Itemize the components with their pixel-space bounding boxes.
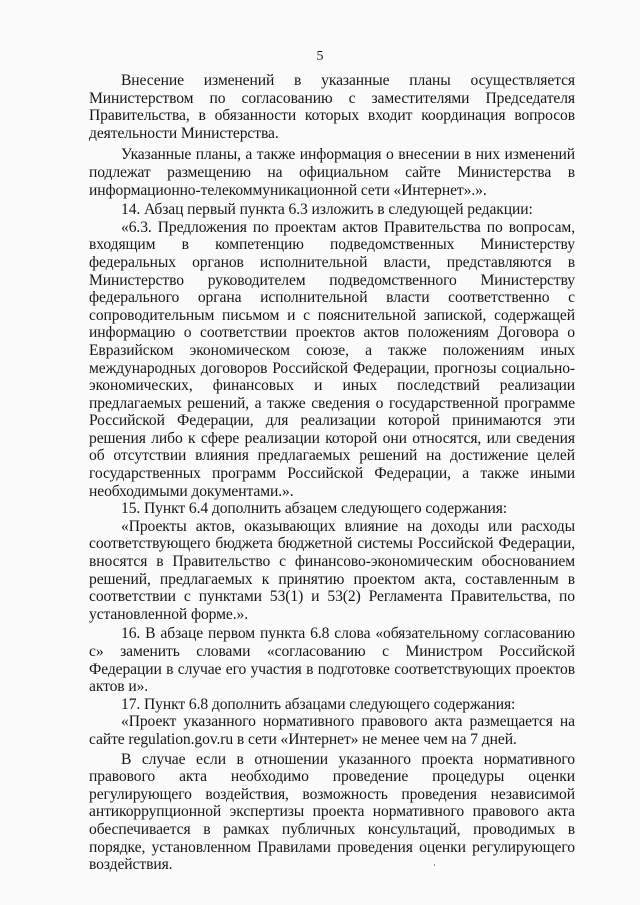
scan-speck: [434, 864, 435, 866]
paragraph-item-14: 14. Абзац первый пункта 6.3 изложить в следующей редакции:: [121, 201, 533, 219]
document-body: [89, 72, 575, 874]
page-number: 5: [316, 49, 324, 64]
paragraph-item-6-4-text: «Проекты актов, оказывающих влияние на доходы или расходы соответствующего бюджета бюджетной системы Российской Федерации, вносятся в Правительство с финансово-экономическим обоснованием решений, предлагаемых к принятию проектом акта, составленным в соответствии с пунктами 53(1) и 53(2) Регламента Правительства, по установленной форме.».: [89, 517, 575, 623]
paragraph-item-16: 16. В абзаце первом пункта 6.8 слова «обязательному согласованию с» заменить словами «согласованию с Министром Российской Федерации в случае его участия в подготовке соответствующих проектов актов и».: [89, 625, 575, 696]
paragraph-item-6-3-text: «6.3. Предложения по проектам актов Правительства по вопросам, входящим в компетенцию подведомственных Министерству федеральных органов исполнительной власти, представляются в Министерство руководителем подведомственного Министерству федерального органа исполнительной власти соответственно с сопроводительным письмом и с пояснительной запиской, содержащей информацию о соответствии проектов актов положениям Договора о Евразийском экономическом союзе, а также положениям иных международных договоров Российской Федерации, прогнозы социально-экономических, финансовых и иных последствий реализации предлагаемых решений, а также сведения о государственной программе Российской Федерации, для реализации которой принимаются эти решения либо к сфере реализации которой они относятся, или сведения об отсутствии влияния предлагаемых решений на достижение целей государственных программ Российской Федерации, а также иными необходимыми документами.».: [89, 218, 575, 500]
paragraph-plans-publication: Указанные планы, а также информация о внесении в них изменений подлежат размещению на официальном сайте Министерства в информационно-телекоммуникационной сети «Интернет».».: [89, 146, 575, 199]
paragraph-item-17: 17. Пункт 6.8 дополнить абзацами следующего содержания:: [121, 695, 516, 713]
paragraph-regulation-site: «Проект указанного нормативного правового акта размещается на сайте regulation.gov.ru в сети «Интернет» не менее чем на 7 дней.: [89, 713, 575, 748]
paragraph-regulatory-impact: В случае если в отношении указанного проекта нормативного правового акта необходимо проведение процедуры оценки регулирующего воздействия, возможность проведения независимой антикоррупционной экспертизы проекта нормативного правового акта обеспечивается в рамках публичных консультаций, проводимых в порядке, установленном Правилами проведения оценки регулирующего воздействия.: [89, 750, 575, 874]
paragraph-item-15: 15. Пункт 6.4 дополнить абзацем следующего содержания:: [121, 500, 508, 518]
paragraph-plans-amendment: Внесение изменений в указанные планы осуществляется Министерством по согласованию с заместителями Председателя Правительства, в обязанности которых входит координация вопросов деятельности Министерства.: [89, 72, 575, 142]
